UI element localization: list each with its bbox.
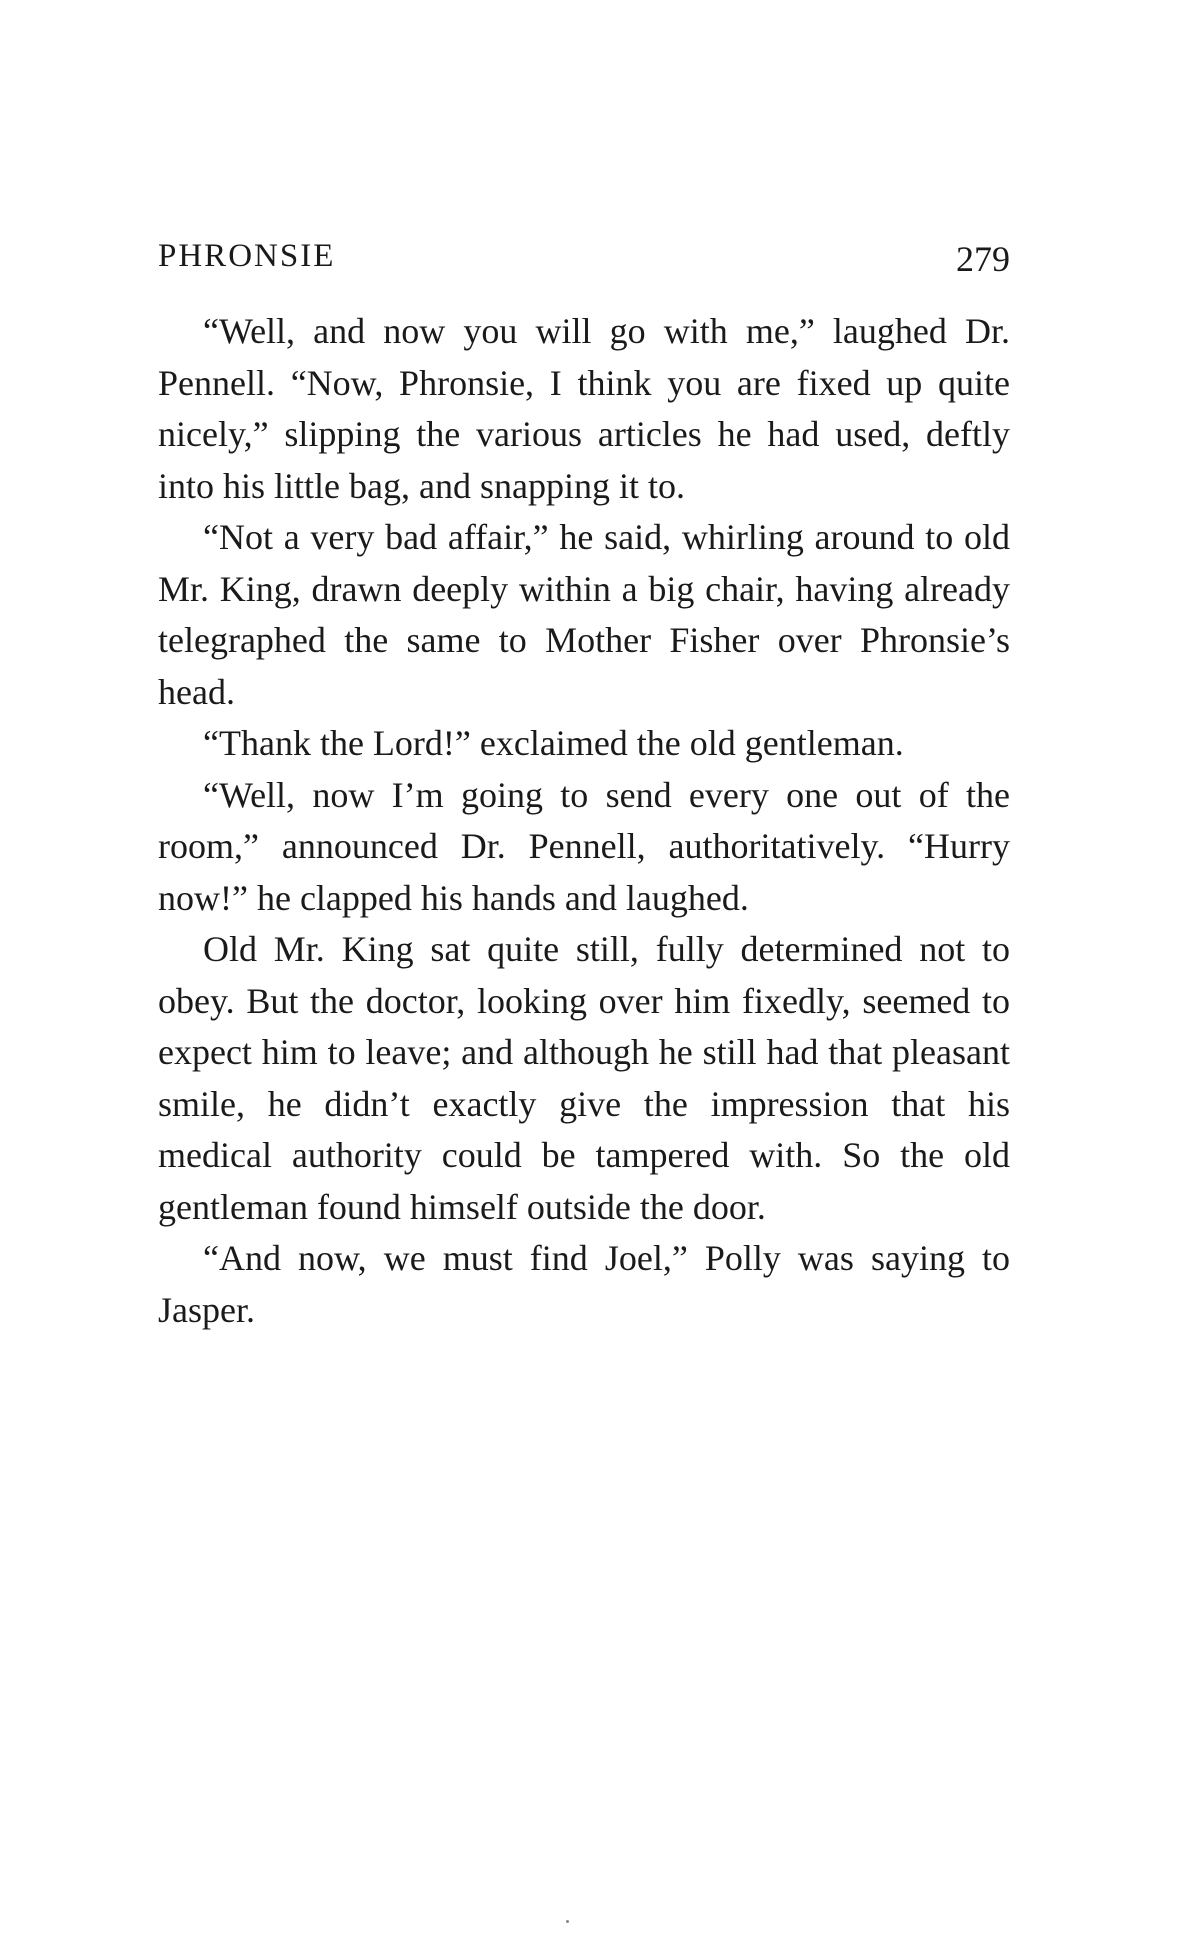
paragraph: “Not a very bad affair,” he said, whirling around to old Mr. King, drawn deeply within a big chair, having already telegraphed the same to Mother Fisher over Phronsie’s head.	[158, 517, 1010, 712]
paragraph: “And now, we must find Joel,” Polly was saying to Jasper.	[158, 1238, 1010, 1330]
paragraph: “Thank the Lord!” exclaimed the old gentleman.	[203, 723, 904, 763]
paragraph: “Well, now I’m going to send every one out of the room,” announced Dr. Pennell, authoritatively. “Hurry now!” he clapped his hands and laughed.	[158, 774, 1010, 918]
page-number: 279	[956, 239, 1010, 279]
print-speck	[566, 1920, 569, 1923]
paragraph: Old Mr. King sat quite still, fully determined not to obey. But the doctor, looking over him fixedly, seemed to expect him to leave; and although he still had that pleasant smile, he didn’t exactly give the impression that his medical authority could be tampered with. So the old gentleman found himself outside the door.	[158, 929, 1010, 1227]
running-head	[158, 238, 1010, 284]
running-title: PHRONSIE	[158, 238, 336, 274]
paragraph: “Well, and now you will go with me,” laughed Dr. Pennell. “Now, Phronsie, I think you are fixed up quite nicely,” slipping the various articles he had used, deftly into his little bag, and snapping it to.	[158, 311, 1010, 506]
book-page	[158, 238, 1010, 1336]
body-text	[158, 306, 1010, 1336]
